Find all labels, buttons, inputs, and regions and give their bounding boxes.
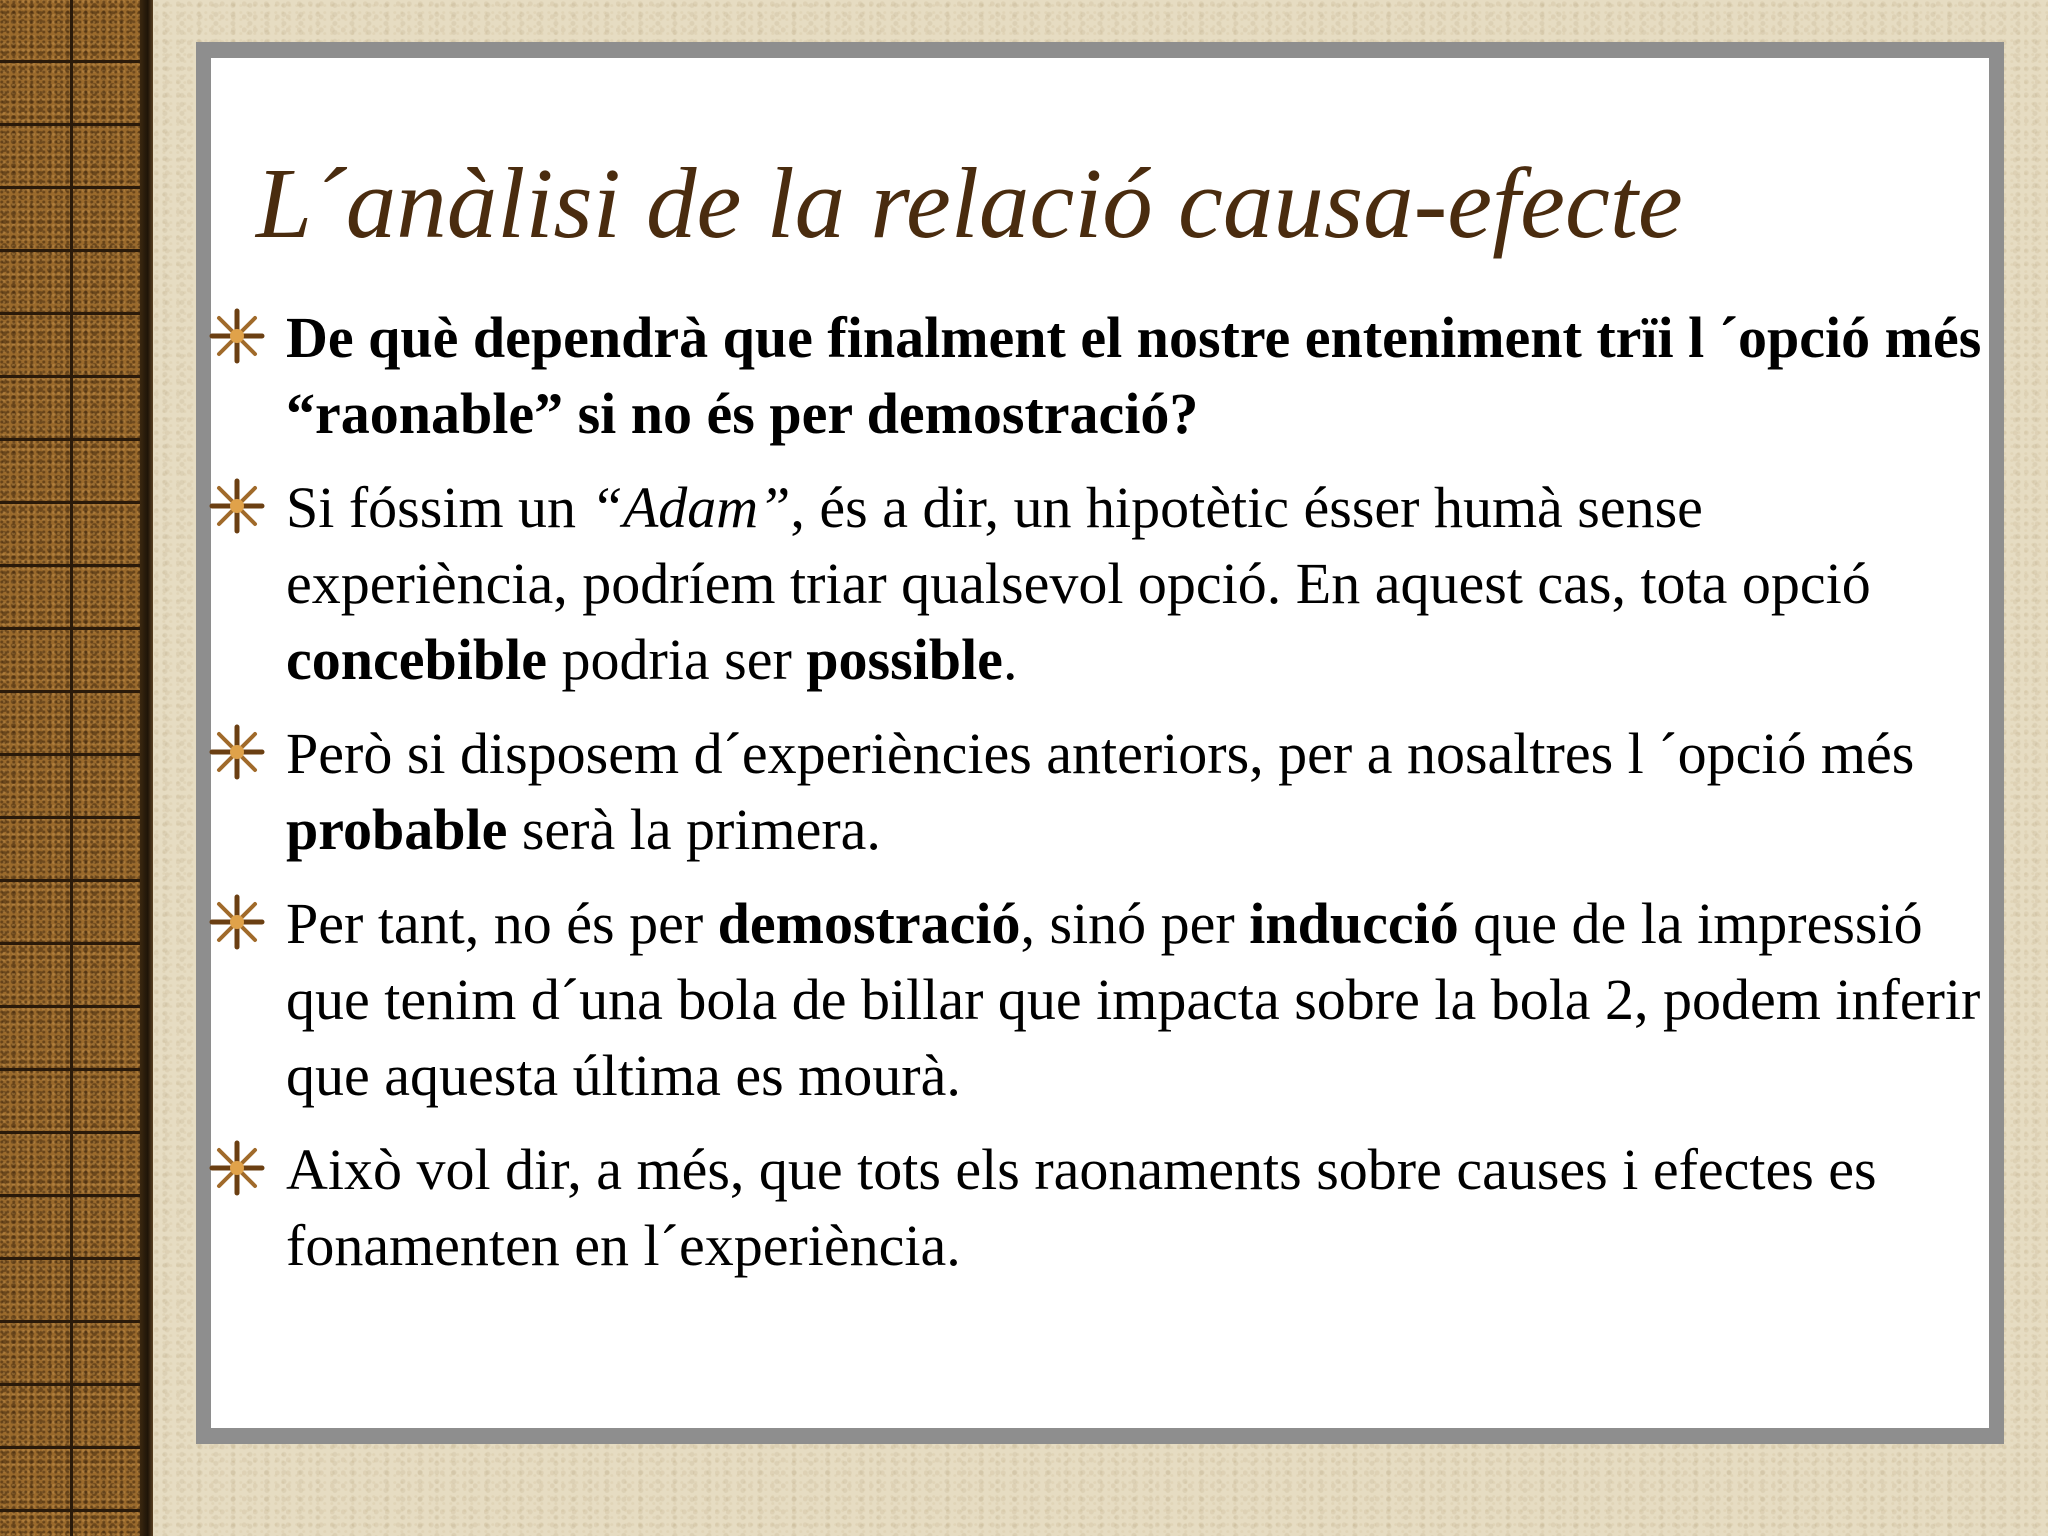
bullet-text: podria ser xyxy=(546,627,807,692)
star-burst-icon xyxy=(209,308,265,364)
bullet-item xyxy=(206,470,1986,698)
star-burst-icon xyxy=(209,478,265,534)
left-grid-lines xyxy=(0,0,153,1536)
bullet-item xyxy=(206,1132,1986,1284)
slide-title: L´anàlisi de la relació causa-efecte xyxy=(256,147,1683,259)
bullet-text: Això vol dir, a més, que tots els raonaments sobre causes i efectes es fonamenten en l´experiència. xyxy=(286,1137,1877,1278)
bullet-text: Si fóssim un xyxy=(286,475,591,540)
bullet-item xyxy=(206,716,1986,868)
bullet-text: De què dependrà que finalment el nostre enteniment trïi l ´opció més “raonable” si no és per demostració? xyxy=(286,305,1982,446)
bullet-item xyxy=(206,886,1986,1114)
bullet-text-bold: possible xyxy=(806,627,1003,692)
bullet-text-bold: concebible xyxy=(286,627,547,692)
bullet-text-bold: demostració xyxy=(717,891,1021,956)
star-burst-icon xyxy=(209,894,265,950)
bullet-list xyxy=(206,300,1986,1302)
left-edge-border xyxy=(140,0,153,1536)
bullet-item xyxy=(206,300,1986,452)
bullet-text: Per tant, no és per xyxy=(286,891,718,956)
bullet-text-bold: inducció xyxy=(1249,891,1459,956)
bullet-text: . xyxy=(1002,627,1018,692)
bullet-text-italic: “Adam” xyxy=(590,475,791,540)
left-decoration xyxy=(0,0,153,1536)
star-burst-icon xyxy=(209,1140,265,1196)
bullet-text-bold: probable xyxy=(286,797,508,862)
bullet-text: Però si disposem d´experiències anteriors, per a nosaltres l ´opció més xyxy=(286,721,1915,786)
bullet-text: serà la primera. xyxy=(507,797,881,862)
bullet-text: , és a dir, un hipotètic ésser humà sense experiència, podríem triar qualsevol opció. En aquest cas, tota opció xyxy=(286,475,1871,616)
star-burst-icon xyxy=(209,724,265,780)
bullet-text: que de la impressió que tenim d´una bola de billar que impacta sobre la bola 2, podem inferir que aquesta última es mourà. xyxy=(286,891,1981,1108)
bullet-text: , sinó per xyxy=(1020,891,1250,956)
